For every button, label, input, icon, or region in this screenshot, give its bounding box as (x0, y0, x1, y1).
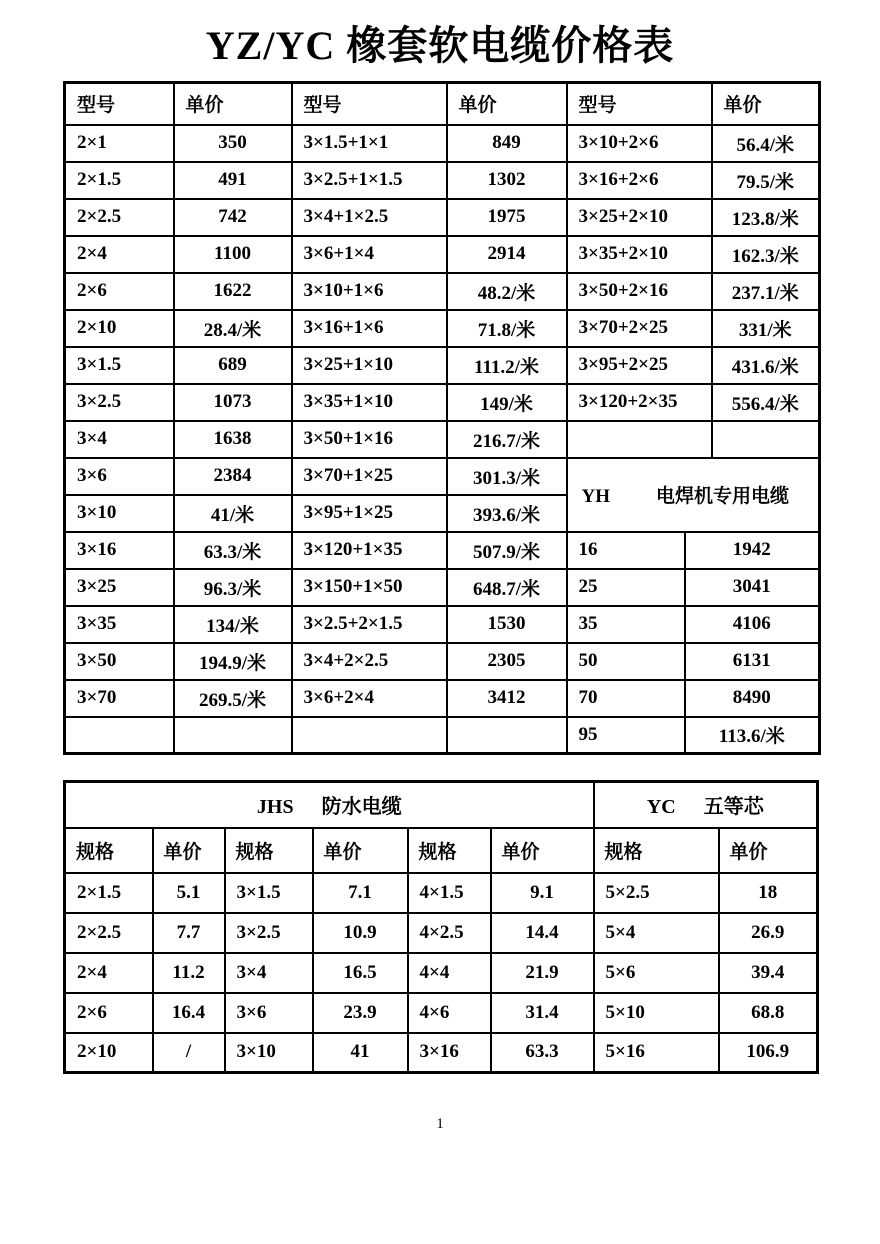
price-cell: 11.2 (153, 953, 225, 993)
bottom-header-row (65, 828, 818, 873)
table-row (65, 953, 818, 993)
price-cell: 31.4 (491, 993, 594, 1033)
model-cell: 3×35+2×10 (567, 236, 712, 273)
table-row (65, 162, 820, 199)
page-title: YZ/YC 橡套软电缆价格表 (205, 23, 675, 68)
price-cell: 556.4/米 (712, 384, 820, 421)
model-cell: 3×10+2×6 (567, 125, 712, 162)
column-header-model-2: 型号 (292, 83, 447, 125)
model-cell: 3×150+1×50 (292, 569, 447, 606)
price-cell: 194.9/米 (174, 643, 292, 680)
price-cell: 16.4 (153, 993, 225, 1033)
main-price-table (63, 81, 821, 755)
table-row (65, 421, 820, 458)
table-row (65, 347, 820, 384)
table-row (65, 680, 820, 717)
model-cell: 3×2.5+1×1.5 (292, 162, 447, 199)
table-row (65, 458, 820, 495)
price-cell: 216.7/米 (447, 421, 567, 458)
model-cell: 3×10 (65, 495, 174, 532)
column-header-price-2: 单价 (313, 828, 408, 873)
spec-cell: 3×1.5 (225, 873, 313, 913)
price-cell: 393.6/米 (447, 495, 567, 532)
price-cell: 113.6/米 (685, 717, 820, 754)
price-cell: 1302 (447, 162, 567, 199)
yc-section-title (594, 782, 818, 828)
price-cell: 1100 (174, 236, 292, 273)
price-cell: 28.4/米 (174, 310, 292, 347)
model-cell: 3×50+1×16 (292, 421, 447, 458)
model-cell: 3×70+2×25 (567, 310, 712, 347)
yh-section-title (567, 458, 820, 532)
empty-cell (292, 717, 447, 754)
model-cell: 3×4 (65, 421, 174, 458)
table-row (65, 993, 818, 1033)
price-cell: 2305 (447, 643, 567, 680)
price-cell: 48.2/米 (447, 273, 567, 310)
price-cell: 689 (174, 347, 292, 384)
model-cell: 3×120+2×35 (567, 384, 712, 421)
spec-cell: 3×4 (225, 953, 313, 993)
price-cell: 742 (174, 199, 292, 236)
model-cell: 2×2.5 (65, 199, 174, 236)
spec-cell: 5×2.5 (594, 873, 719, 913)
price-cell: 41/米 (174, 495, 292, 532)
model-cell: 2×1.5 (65, 162, 174, 199)
model-cell: 2×4 (65, 236, 174, 273)
table-row (65, 606, 820, 643)
price-cell: 491 (174, 162, 292, 199)
model-cell: 3×35 (65, 606, 174, 643)
price-cell: 26.9 (719, 913, 818, 953)
column-header-price-3: 单价 (491, 828, 594, 873)
table-row (65, 236, 820, 273)
main-table-body (65, 125, 820, 754)
model-cell: 3×6+1×4 (292, 236, 447, 273)
price-cell: 96.3/米 (174, 569, 292, 606)
model-cell: 3×16+1×6 (292, 310, 447, 347)
price-cell: 68.8 (719, 993, 818, 1033)
empty-cell (65, 717, 174, 754)
price-cell: 14.4 (491, 913, 594, 953)
price-cell: 63.3/米 (174, 532, 292, 569)
model-cell: 3×120+1×35 (292, 532, 447, 569)
table-row (65, 569, 820, 606)
price-cell: 7.7 (153, 913, 225, 953)
price-cell: 63.3 (491, 1033, 594, 1073)
model-cell: 3×95+2×25 (567, 347, 712, 384)
spec-cell: 2×6 (65, 993, 153, 1033)
column-header-spec-1: 规格 (65, 828, 153, 873)
spec-cell: 2×2.5 (65, 913, 153, 953)
table-row (65, 199, 820, 236)
table-row (65, 384, 820, 421)
price-cell: 849 (447, 125, 567, 162)
spec-cell: 4×6 (408, 993, 491, 1033)
price-cell: 331/米 (712, 310, 820, 347)
price-cell: 162.3/米 (712, 236, 820, 273)
price-cell: 10.9 (313, 913, 408, 953)
column-header-price-1: 单价 (153, 828, 225, 873)
empty-cell (447, 717, 567, 754)
price-cell: / (153, 1033, 225, 1073)
table-row (65, 643, 820, 680)
column-header-spec-4: 规格 (594, 828, 719, 873)
column-header-model-1: 型号 (65, 83, 174, 125)
model-cell: 3×6 (65, 458, 174, 495)
price-cell: 1975 (447, 199, 567, 236)
model-cell: 3×50+2×16 (567, 273, 712, 310)
spec-cell: 70 (567, 680, 685, 717)
price-cell: 237.1/米 (712, 273, 820, 310)
price-cell: 1530 (447, 606, 567, 643)
price-cell: 71.8/米 (447, 310, 567, 347)
price-cell: 56.4/米 (712, 125, 820, 162)
column-header-spec-2: 规格 (225, 828, 313, 873)
price-cell: 111.2/米 (447, 347, 567, 384)
spec-cell: 5×6 (594, 953, 719, 993)
price-cell: 3041 (685, 569, 820, 606)
spec-cell: 50 (567, 643, 685, 680)
price-cell: 123.8/米 (712, 199, 820, 236)
model-cell: 3×2.5 (65, 384, 174, 421)
page-number: 1 (436, 1116, 444, 1132)
table-row (65, 717, 820, 754)
spec-cell: 3×2.5 (225, 913, 313, 953)
model-cell: 2×6 (65, 273, 174, 310)
main-header-row (65, 83, 820, 125)
price-cell: 5.1 (153, 873, 225, 913)
price-cell: 7.1 (313, 873, 408, 913)
model-cell: 2×10 (65, 310, 174, 347)
jhs-yc-table (63, 780, 819, 1074)
spec-cell: 2×1.5 (65, 873, 153, 913)
price-cell: 648.7/米 (447, 569, 567, 606)
price-cell: 431.6/米 (712, 347, 820, 384)
model-cell: 3×4+1×2.5 (292, 199, 447, 236)
model-cell: 3×6+2×4 (292, 680, 447, 717)
spec-cell: 4×4 (408, 953, 491, 993)
price-cell: 301.3/米 (447, 458, 567, 495)
table-row (65, 310, 820, 347)
spec-cell: 25 (567, 569, 685, 606)
price-cell: 8490 (685, 680, 820, 717)
model-cell: 3×70+1×25 (292, 458, 447, 495)
spec-cell: 35 (567, 606, 685, 643)
model-cell: 3×1.5 (65, 347, 174, 384)
model-cell: 3×70 (65, 680, 174, 717)
column-header-price-4: 单价 (719, 828, 818, 873)
jhs-code: JHS (256, 796, 294, 819)
table-row (65, 532, 820, 569)
spec-cell: 2×4 (65, 953, 153, 993)
price-cell: 1073 (174, 384, 292, 421)
price-cell: 1942 (685, 532, 820, 569)
spec-cell: 5×16 (594, 1033, 719, 1073)
price-cell: 269.5/米 (174, 680, 292, 717)
table-row (65, 273, 820, 310)
table-row (65, 1033, 818, 1073)
price-cell: 41 (313, 1033, 408, 1073)
model-cell: 3×25+1×10 (292, 347, 447, 384)
empty-cell (712, 421, 820, 458)
price-cell: 1638 (174, 421, 292, 458)
model-cell: 3×10+1×6 (292, 273, 447, 310)
spec-cell: 5×4 (594, 913, 719, 953)
price-cell: 106.9 (719, 1033, 818, 1073)
model-cell: 3×2.5+2×1.5 (292, 606, 447, 643)
model-cell: 3×4+2×2.5 (292, 643, 447, 680)
jhs-section-title (65, 782, 594, 828)
model-cell: 3×16 (65, 532, 174, 569)
spec-cell: 5×10 (594, 993, 719, 1033)
spec-cell: 16 (567, 532, 685, 569)
price-cell: 2384 (174, 458, 292, 495)
model-cell: 3×50 (65, 643, 174, 680)
price-cell: 4106 (685, 606, 820, 643)
price-cell: 350 (174, 125, 292, 162)
table-row (65, 913, 818, 953)
price-cell: 507.9/米 (447, 532, 567, 569)
model-cell: 2×1 (65, 125, 174, 162)
tables-container (63, 81, 880, 1074)
price-cell: 16.5 (313, 953, 408, 993)
spec-cell: 3×10 (225, 1033, 313, 1073)
yc-code: YC (646, 796, 676, 819)
column-header-price-2: 单价 (447, 83, 567, 125)
bottom-group-header-row (65, 782, 818, 828)
yh-label: 电焊机专用电缆 (656, 486, 790, 507)
spec-cell: 3×16 (408, 1033, 491, 1073)
price-cell: 3412 (447, 680, 567, 717)
price-cell: 134/米 (174, 606, 292, 643)
price-cell: 18 (719, 873, 818, 913)
empty-cell (174, 717, 292, 754)
model-cell: 3×95+1×25 (292, 495, 447, 532)
price-cell: 1622 (174, 273, 292, 310)
model-cell: 3×35+1×10 (292, 384, 447, 421)
model-cell: 3×25+2×10 (567, 199, 712, 236)
column-header-spec-3: 规格 (408, 828, 491, 873)
price-cell: 23.9 (313, 993, 408, 1033)
price-cell: 39.4 (719, 953, 818, 993)
price-cell: 149/米 (447, 384, 567, 421)
price-cell: 6131 (685, 643, 820, 680)
price-cell: 9.1 (491, 873, 594, 913)
price-cell: 79.5/米 (712, 162, 820, 199)
spec-cell: 3×6 (225, 993, 313, 1033)
column-header-model-3: 型号 (567, 83, 712, 125)
yh-code: YH (581, 486, 610, 507)
spec-cell: 2×10 (65, 1033, 153, 1073)
spec-cell: 4×2.5 (408, 913, 491, 953)
model-cell: 3×1.5+1×1 (292, 125, 447, 162)
price-cell: 2914 (447, 236, 567, 273)
empty-cell (567, 421, 712, 458)
column-header-price-3: 单价 (712, 83, 820, 125)
model-cell: 3×16+2×6 (567, 162, 712, 199)
price-cell: 21.9 (491, 953, 594, 993)
spec-cell: 95 (567, 717, 685, 754)
table-row (65, 873, 818, 913)
table-row (65, 125, 820, 162)
model-cell: 3×25 (65, 569, 174, 606)
bottom-table-body (65, 873, 818, 1073)
spec-cell: 4×1.5 (408, 873, 491, 913)
jhs-label: 防水电缆 (321, 796, 402, 819)
yc-label: 五等芯 (703, 796, 764, 819)
column-header-price-1: 单价 (174, 83, 292, 125)
